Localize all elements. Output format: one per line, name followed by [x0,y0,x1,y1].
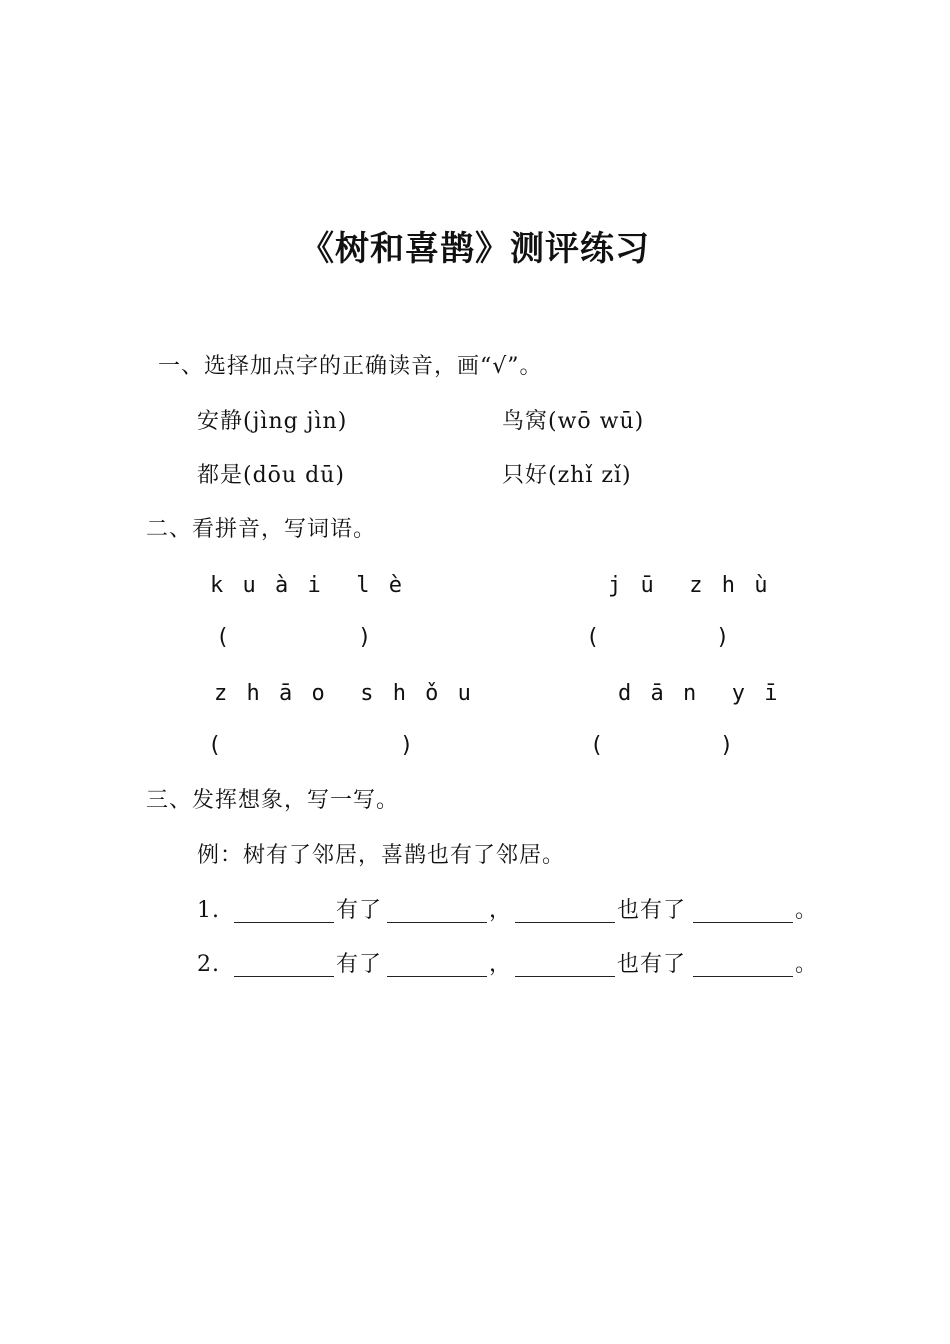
sentence-text: 有了 [336,952,383,977]
pinyin-juzhu: j ū z h ù [608,573,771,598]
sentence-number: 1. [197,898,220,923]
blank-line[interactable] [387,904,487,926]
blank-line[interactable] [515,904,615,926]
sentence-text: ， [489,952,513,977]
sentence-text: ， [489,898,513,923]
answer-paren-open: ( [586,625,600,650]
answer-paren-open: ( [590,733,604,758]
example-sentence: 例：树有了邻居，喜鹊也有了邻居。 [197,843,566,868]
page-title: 《树和喜鹊》测评练习 [300,229,650,269]
sentence-text: 有了 [336,898,383,923]
sentence-text: 也有了 [617,952,687,977]
answer-box-juzhu[interactable] [602,622,712,652]
answer-paren-close: ) [716,625,730,650]
sentence-text: 。 [795,952,819,977]
blank-line[interactable] [693,958,793,980]
pronunciation-item-niaowo[interactable]: 鸟窝(wō wū) [502,409,645,434]
answer-paren-open: ( [216,625,230,650]
answer-box-zhaoshou[interactable] [224,730,394,760]
section3-heading: 三、发挥想象，写一写。 [146,788,400,813]
section2-heading: 二、看拼音，写词语。 [146,517,377,542]
pronunciation-item-zhihao[interactable]: 只好(zhǐ zǐ) [502,463,632,488]
answer-paren-close: ) [720,733,734,758]
blank-line[interactable] [515,958,615,980]
answer-paren-close: ) [358,625,372,650]
blank-line[interactable] [387,958,487,980]
pinyin-zhaoshou: z h ā o s h ǒ u [214,681,474,706]
answer-paren-open: ( [208,733,222,758]
answer-box-kuaile[interactable] [232,622,352,652]
blank-line[interactable] [693,904,793,926]
pinyin-danyi: d ā n y ī [618,681,781,706]
pronunciation-item-anjing[interactable]: 安静(jìng jìn) [197,409,348,434]
pinyin-kuaile: k u à i l è [210,573,405,598]
sentence-text: 。 [795,898,819,923]
answer-box-danyi[interactable] [606,730,716,760]
answer-paren-close: ) [400,733,414,758]
blank-line[interactable] [234,904,334,926]
section1-heading: 一、选择加点字的正确读音，画“√”。 [158,354,543,379]
sentence-number: 2. [197,952,220,977]
blank-line[interactable] [234,958,334,980]
pronunciation-item-doushi[interactable]: 都是(dōu dū) [197,463,345,488]
sentence-text: 也有了 [617,898,687,923]
